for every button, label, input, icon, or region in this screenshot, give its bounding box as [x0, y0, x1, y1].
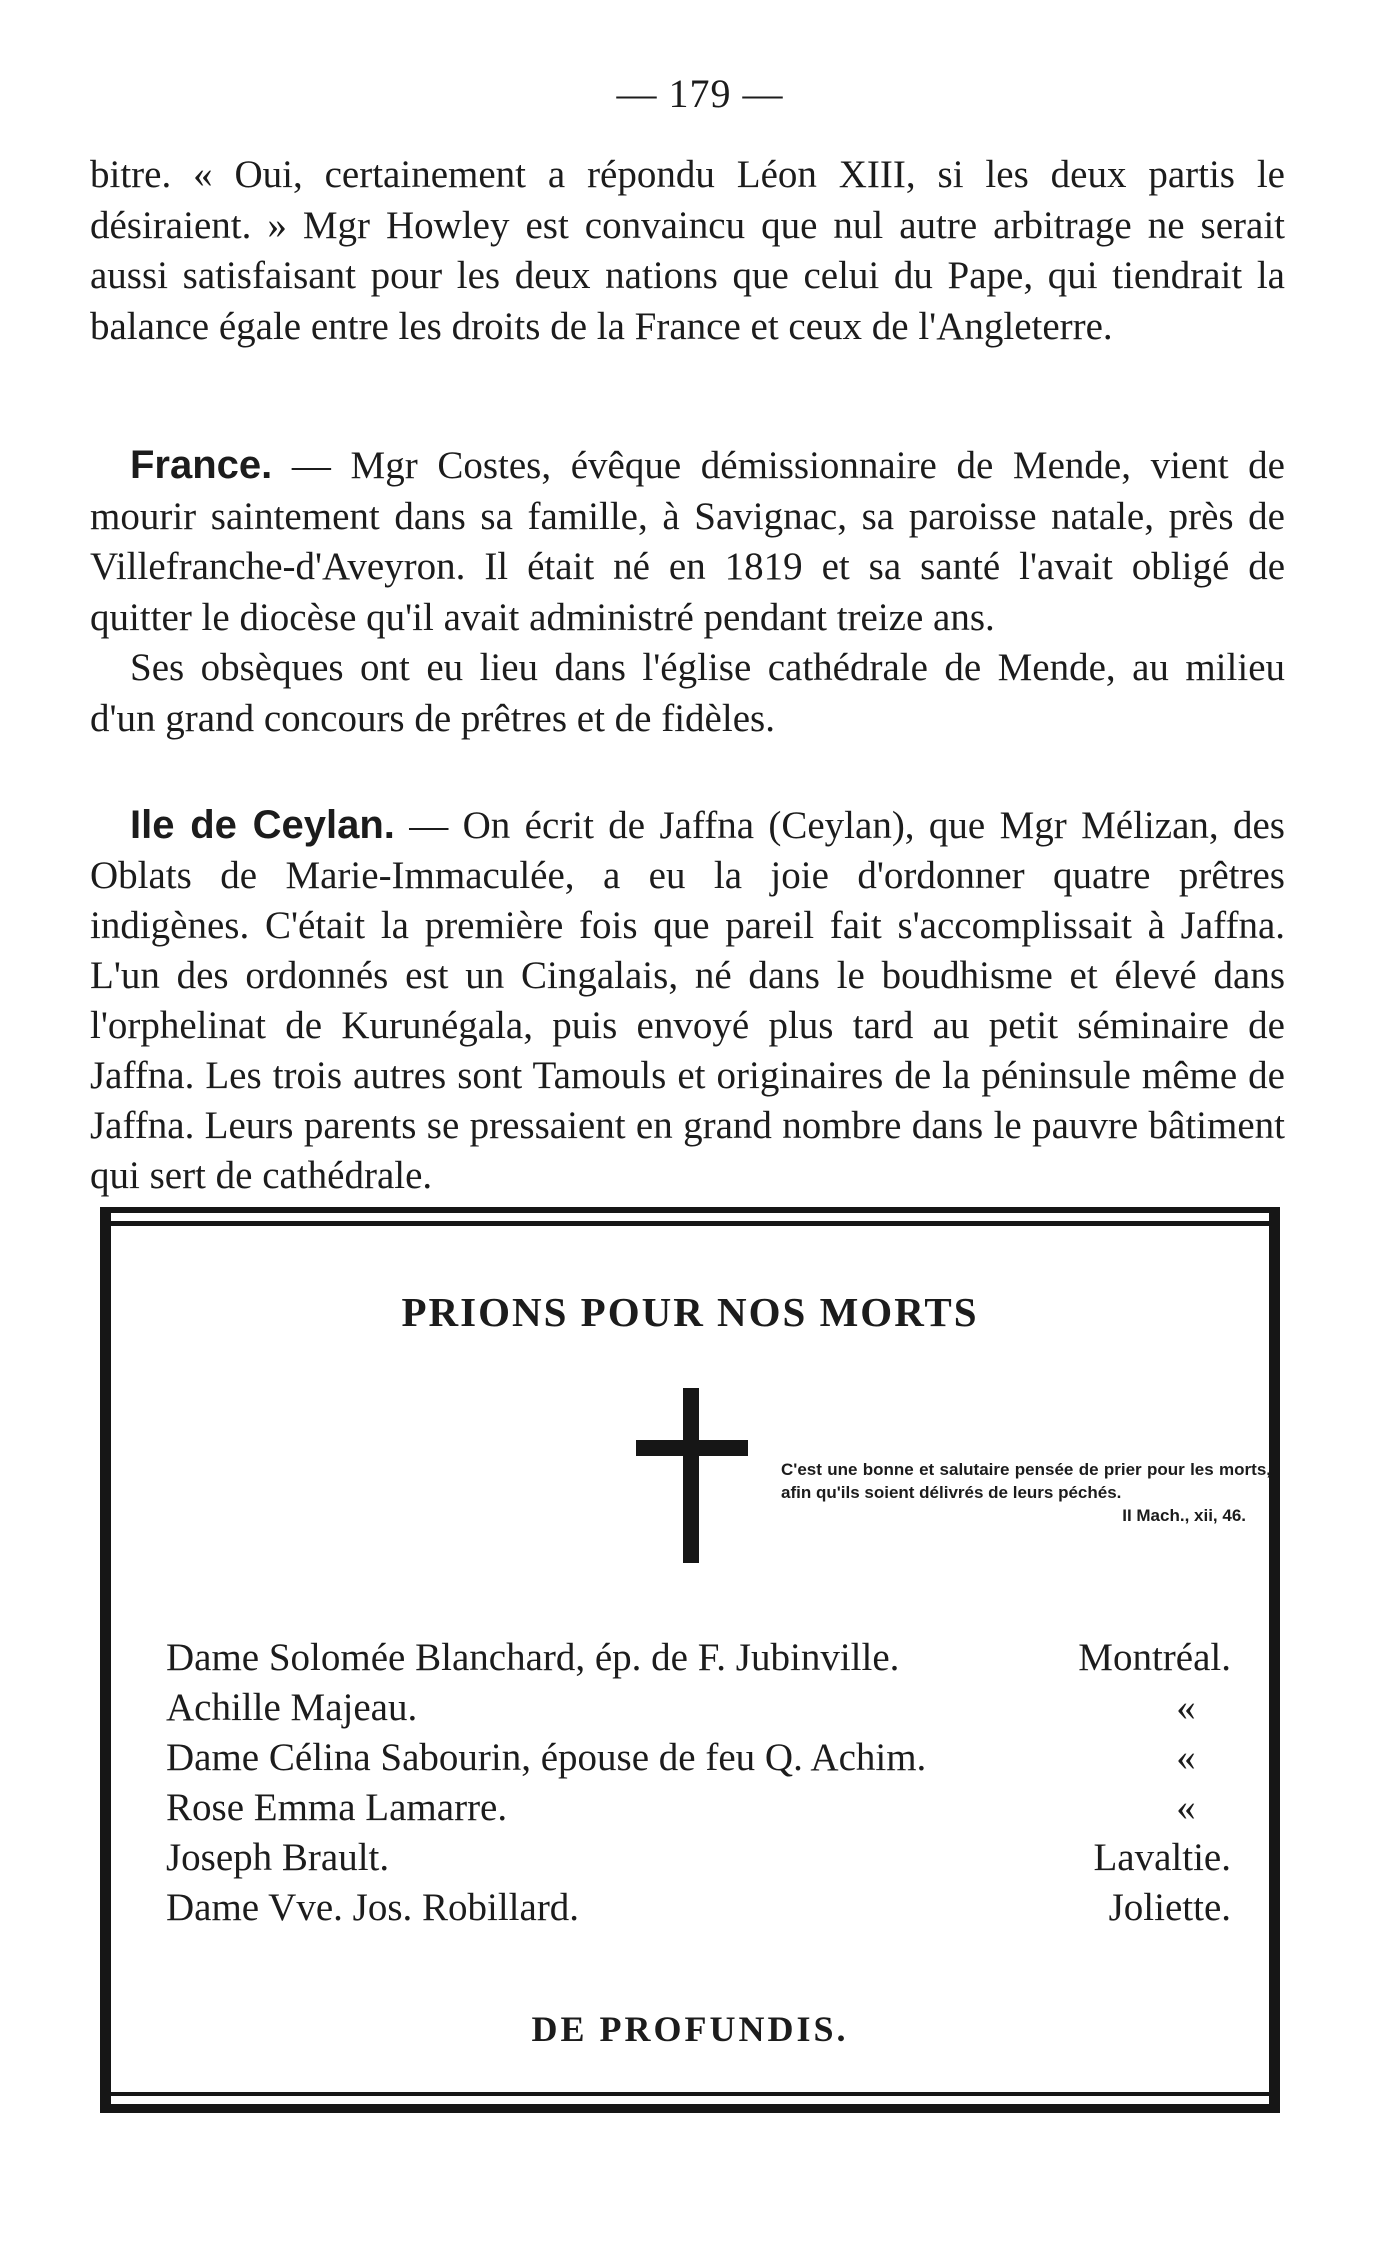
deceased-name: Rose Emma Lamarre.	[166, 1786, 508, 1829]
deceased-name: Dame Vve. Jos. Robillard.	[166, 1886, 580, 1929]
list-item	[166, 1833, 1231, 1883]
deceased-name: Achille Majeau.	[166, 1686, 418, 1729]
deceased-name: Dame Célina Sabourin, épouse de feu Q. Achim.	[166, 1736, 927, 1779]
list-item	[166, 1683, 1231, 1733]
frame-rule-bottom	[111, 2092, 1269, 2096]
deceased-place: Joliette.	[1108, 1886, 1231, 1929]
deceased-place: «	[1176, 1736, 1196, 1779]
france-paragraph-2: Ses obsèques ont eu lieu dans l'église cathédrale de Mende, au milieu d'un grand concours de prêtres et de fidèles.	[90, 646, 1285, 740]
france-heading: France.	[130, 443, 273, 487]
obituary-box	[100, 1207, 1280, 2113]
scripture-quote	[781, 1458, 1271, 1527]
section-france	[90, 440, 1285, 744]
obituary-title: PRIONS POUR NOS MORTS	[401, 1289, 979, 1335]
list-item	[166, 1783, 1231, 1833]
cross-icon-bar	[636, 1440, 748, 1456]
deceased-name: Joseph Brault.	[166, 1836, 390, 1879]
ceylan-paragraph	[90, 800, 1285, 1201]
deceased-name: Dame Solomée Blanchard, ép. de F. Jubinville.	[166, 1636, 900, 1679]
ceylan-text: — On écrit de Jaffna (Ceylan), que Mgr Mélizan, des Oblats de Marie-Immaculée, a eu la joie d'ordonner quatre prêtres indigènes. C'était la première fois que pareil fait s'accomplissait à Jaffna. L'un des ordonnés est un Cingalais, né dans le boudhisme et élevé dans l'orphelinat de Kurunégala, puis envoyé plus tard au petit séminaire de Jaffna. Les trois autres sont Tamouls et originaires de la péninsule même de Jaffna. Leurs parents se pressaient en grand nombre dans le pauvre bâtiment qui sert de cathédrale.	[90, 804, 1285, 1197]
paragraph-text: bitre. « Oui, certainement a répondu Léon XIII, si les deux partis le désiraient. » Mgr Howley est convaincu que nul autre arbitrage ne serait aussi satisfaisant pour les deux nations que celui du Pape, qui tiendrait la balance égale entre les droits de la France et ceux de l'Angleterre.	[90, 153, 1285, 348]
list-item	[166, 1883, 1231, 1933]
cross-icon	[683, 1388, 699, 1563]
page-number: — 179 —	[616, 71, 784, 116]
france-paragraph	[90, 440, 1285, 643]
obituary-footer: DE PROFUNDIS.	[531, 2009, 849, 2049]
deceased-place: Lavaltie.	[1093, 1836, 1231, 1879]
ceylan-heading: Ile de Ceylan.	[130, 803, 395, 847]
deceased-list	[166, 1633, 1231, 1933]
france-text: — Mgr Costes, évêque démissionnaire de Mende, vient de mourir saintement dans sa famille, à Savignac, sa paroisse natale, près de Villefranche-d'Aveyron. Il était né en 1819 et sa santé l'avait obligé de quitter le diocèse qu'il avait administré pendant treize ans.	[90, 444, 1285, 639]
quote-reference: II Mach., xii, 46.	[1122, 1506, 1246, 1525]
deceased-place: Montréal.	[1078, 1636, 1231, 1679]
list-item	[166, 1733, 1231, 1783]
frame-rule-top	[111, 1221, 1269, 1226]
section-ceylan	[90, 800, 1285, 1201]
quote-text: C'est une bonne et salutaire pensée de prier pour les morts, afin qu'ils soient délivrés de leurs péchés.	[781, 1460, 1271, 1502]
deceased-place: «	[1176, 1786, 1196, 1829]
deceased-place: «	[1176, 1686, 1196, 1729]
paragraph-arbitrage	[90, 150, 1285, 352]
list-item	[166, 1633, 1231, 1683]
